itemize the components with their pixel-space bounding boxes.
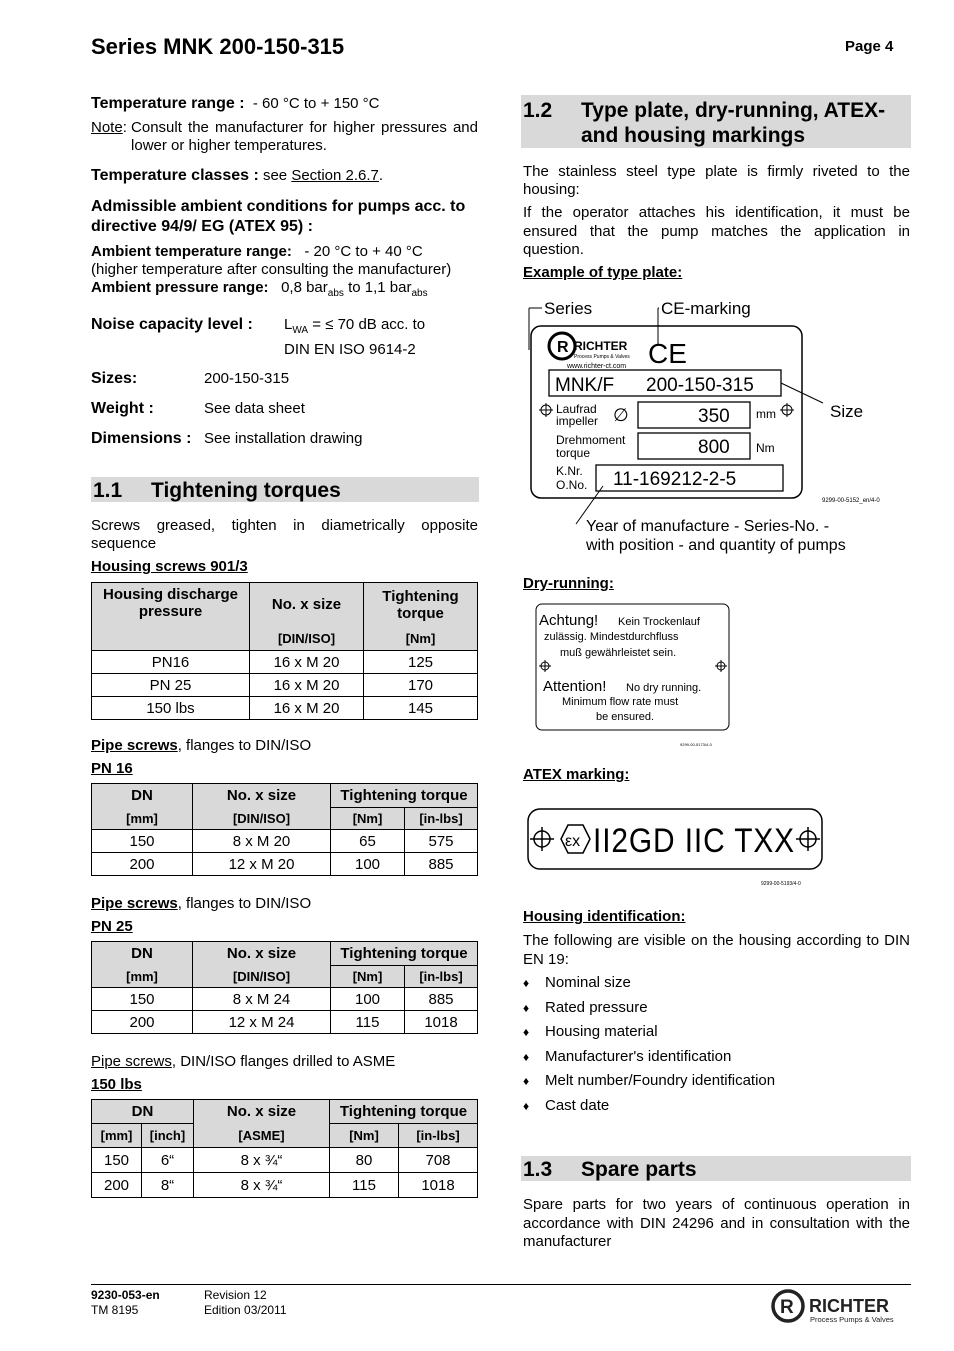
t3-sub-mm: [mm] (92, 966, 193, 988)
cell: 8 x M 24 (193, 988, 331, 1011)
svg-text:R: R (557, 339, 569, 356)
page-number: Page 4 (845, 38, 894, 55)
plate-ono: O.No. (556, 478, 588, 492)
cell: 150 lbs (92, 697, 250, 720)
footer-rule (91, 1284, 911, 1285)
cell: 8 x M 20 (193, 830, 331, 853)
t4-sub-asme: [ASME] (194, 1124, 330, 1148)
spare-parts-text: Spare parts for two years of continuous operation in accordance with DIN 24296 and in consultation with the manufacturer (523, 1196, 910, 1250)
note-text: Consult the manufacturer for higher pressures and lower or higher temperatures. (131, 119, 478, 154)
ambient-press-sub2: abs (411, 288, 428, 299)
plate-impeller-de: Laufrad (556, 402, 597, 416)
t2-sub-mm: [mm] (92, 808, 193, 830)
housing-identification-list (523, 974, 910, 1121)
housing-identification-heading: Housing identification: (523, 908, 686, 925)
dry-de-line1a: Achtung! (539, 612, 599, 629)
table-row (92, 674, 478, 697)
svg-text:εx: εx (565, 833, 581, 850)
footer-brand: RICHTER (809, 1296, 889, 1316)
plate-size-label: Size (830, 402, 864, 421)
list-item-text: Melt number/Foundry identification (545, 1072, 776, 1089)
plate-brand: RICHTER (574, 339, 628, 353)
t4-sub-inch: [inch] (142, 1124, 194, 1148)
plate-order-number: 11-169212-2-5 (613, 469, 737, 490)
sizes-value: 200-150-315 (204, 370, 290, 387)
section-1-2-title-line2: and housing markings (581, 124, 806, 147)
cell: 16 x M 20 (250, 651, 364, 674)
weight-label: Weight : (91, 400, 154, 417)
pipe-screws-2-text: , flanges to DIN/ISO (177, 895, 312, 912)
ambient-temp-value: - 20 °C to + 40 °C (304, 243, 423, 260)
cell: 115 (330, 1173, 399, 1198)
housing-screws-heading: Housing screws 901/3 (91, 558, 248, 575)
plate-figure-code: 9299-00-5152_en/4-0 (822, 498, 880, 504)
temp-classes-see: see (262, 167, 288, 184)
t3-header-dn: DN (92, 942, 193, 966)
plate-ce-mark: CE (648, 338, 687, 369)
list-item (523, 974, 910, 995)
cell: 170 (364, 674, 478, 697)
dry-en-line1a: Attention! (543, 678, 607, 695)
footer-richter-logo (770, 1288, 910, 1328)
ambient-press-label: Ambient pressure range: (91, 279, 269, 296)
t4-sub-nm: [Nm] (330, 1124, 399, 1148)
t4-header-dn: DN (92, 1100, 194, 1124)
atex-heading: ATEX marking: (523, 766, 630, 783)
diamond-bullet-icon: ♦ (523, 1000, 530, 1015)
cell: 200 (92, 853, 193, 876)
t4-header-size: No. x size (194, 1100, 330, 1124)
type-plate-para1: The stainless steel type plate is firmly riveted to the housing: (523, 163, 910, 198)
pn25-table (91, 941, 478, 1034)
cell: PN 25 (92, 674, 250, 697)
cell: 150 (92, 1148, 142, 1173)
plate-impeller-value: 350 (698, 406, 730, 427)
lbs-table (91, 1099, 478, 1198)
cell: 16 x M 20 (250, 697, 364, 720)
table-row (92, 1011, 478, 1034)
t1-header-torque: Tightening torque (364, 583, 478, 627)
t1-sub-torque: [Nm] (364, 627, 478, 651)
cell: 12 x M 20 (193, 853, 331, 876)
svg-text:R: R (780, 1297, 794, 1318)
cell: 100 (331, 853, 405, 876)
section-1-2-title-line1: Type plate, dry-running, ATEX- (581, 99, 886, 122)
cell: 1018 (399, 1173, 478, 1198)
list-item (523, 1048, 910, 1069)
table-row (92, 830, 478, 853)
t3-sub-inlbs: [in-lbs] (405, 966, 478, 988)
footer-revision: Revision 12 (204, 1288, 267, 1302)
list-item (523, 1097, 910, 1118)
section-1-1-title: Tightening torques (151, 479, 341, 502)
section-1-1-heading (91, 477, 479, 502)
cell: 12 x M 24 (193, 1011, 331, 1034)
pn16-table (91, 783, 478, 876)
t4-header-torque: Tightening torque (330, 1100, 478, 1124)
plate-impeller-en: impeller (556, 414, 599, 428)
diamond-bullet-icon: ♦ (523, 976, 530, 990)
temp-range-label: Temperature range : (91, 95, 245, 112)
type-plate-figure (515, 290, 915, 560)
list-item-text: Nominal size (545, 974, 631, 991)
plate-nm-unit: Nm (756, 441, 775, 455)
temp-range-value: - 60 °C to + 150 °C (252, 95, 380, 112)
cell: 6“ (142, 1148, 194, 1173)
svg-text:∅: ∅ (613, 405, 629, 425)
diamond-bullet-icon: ♦ (523, 1025, 530, 1039)
t1-header-pressure: Housing discharge pressure (92, 583, 250, 651)
section-1-3-heading (521, 1156, 911, 1181)
cell: 885 (405, 853, 478, 876)
cell: 100 (331, 988, 405, 1011)
footer-tm: TM 8195 (91, 1303, 139, 1317)
temp-classes-dot: . (378, 167, 384, 184)
plate-series-label: Series (544, 299, 593, 318)
cell: 1018 (405, 1011, 478, 1034)
atex-marking-figure (525, 805, 825, 890)
atex-figure-code: 9299-00-5193/4-0 (761, 881, 801, 887)
noise-sub: WA (292, 325, 309, 336)
cell: 145 (364, 697, 478, 720)
housing-screws-table (91, 582, 478, 720)
t1-header-size: No. x size (250, 583, 364, 627)
plate-ce-marking-label: CE-marking (661, 299, 751, 318)
diamond-bullet-icon: ♦ (523, 1074, 530, 1088)
t3-header-torque: Tightening torque (331, 942, 478, 966)
pn16-heading: PN 16 (91, 760, 133, 777)
t2-header-size: No. x size (193, 784, 331, 808)
cell: 885 (405, 988, 478, 1011)
pipe-screws-2-label: Pipe screws (91, 895, 178, 912)
cell: 150 (92, 830, 193, 853)
dry-en-line3: be ensured. (596, 711, 655, 723)
cell: 575 (405, 830, 478, 853)
ambient-temp-note: (higher temperature after consulting the manufacturer) (91, 261, 452, 278)
sizes-label: Sizes: (91, 370, 138, 387)
table-row (92, 988, 478, 1011)
cell: 708 (399, 1148, 478, 1173)
t2-header-dn: DN (92, 784, 193, 808)
ambient-press-a: 0,8 bar (281, 279, 328, 296)
page-title: Series MNK 200-150-315 (91, 34, 345, 59)
plate-torque-de: Drehmoment (556, 433, 626, 447)
torque-intro: Screws greased, tighten in diametrically opposite sequence (91, 517, 478, 552)
list-item-text: Rated pressure (545, 998, 648, 1016)
t4-sub-mm: [mm] (92, 1124, 142, 1148)
plate-year-line1: Year of manufacture - Series-No. - (586, 518, 830, 535)
list-item-text: Housing material (545, 1023, 658, 1040)
list-item-text: Manufacturer's identification (545, 1047, 732, 1065)
section-1-3-number: 1.3 (523, 1158, 553, 1181)
plate-model: MNK/F (555, 375, 615, 396)
dry-en-line2: Minimum flow rate must (562, 696, 679, 708)
pn25-heading: PN 25 (91, 918, 133, 935)
t2-sub-inlbs: [in-lbs] (405, 808, 478, 830)
ambient-press-mid: to 1,1 bar (348, 279, 412, 296)
cell: 16 x M 20 (250, 674, 364, 697)
cell: PN16 (92, 651, 250, 674)
ambient-press-sub1: abs (327, 288, 344, 299)
temp-classes-label: Temperature classes : (91, 167, 259, 184)
cell: 115 (331, 1011, 405, 1034)
cell: 150 (92, 988, 193, 1011)
temp-classes-link[interactable]: Section 2.6.7 (291, 167, 379, 184)
plate-kno: K.Nr. (556, 464, 583, 478)
cell: 125 (364, 651, 478, 674)
plate-model-size: 200-150-315 (646, 375, 754, 396)
section-1-1-number: 1.1 (93, 479, 123, 502)
diamond-bullet-icon: ♦ (523, 1098, 530, 1113)
specs-block: Temperature range : - 60 °C to + 150 °C Note : Consult the manufacturer for higher pressures and lower or higher temperatures. Temperature classes : see Section 2.6.7. Admissible ambient conditions for pumps acc. to directive 94/9/ EG (ATEX 95) : Ambient temperature range: - 20 °C to + 40 °C (higher temperature after consulting the manufacturer) Ambient pressure range: 0,8 bar$_{abs}$ to 1,1 bar$_{abs}$ Noise capacity level : $L_{WA}$ = ≤ 70 dB acc. to DIN EN ISO 9614-2 Sizes: 200-150-315 Weight : See data sheet Dimensions : See installation drawing (91, 95, 478, 447)
note-label: Note (91, 119, 123, 136)
housing-identification-text: The following are visible on the housing according to DIN EN 19: (523, 932, 910, 968)
pipe-screws-1-text: , flanges to DIN/ISO (177, 737, 312, 754)
cell: 8 x ¾“ (194, 1173, 330, 1198)
ambient-temp-label: Ambient temperature range: (91, 243, 292, 260)
plate-torque-value: 800 (698, 437, 730, 458)
plate-year-line2: with position - and quantity of pumps (586, 537, 846, 554)
section-1-2-heading (521, 95, 911, 148)
dry-figure-code: 9299-00-5173/4-0 (680, 742, 712, 747)
lbs-heading: 150 lbs (91, 1076, 142, 1093)
type-plate-para2: If the operator attaches his identification, it must be ensured that the pump matches the application in question. (523, 204, 910, 258)
list-item-text: Cast date (545, 1096, 610, 1114)
cell: 200 (92, 1173, 142, 1198)
table-row (92, 1148, 478, 1173)
diamond-bullet-icon: ♦ (523, 1049, 530, 1064)
table-row (92, 651, 478, 674)
t3-sub-nm: [Nm] (331, 966, 405, 988)
dry-en-line1b: No dry running. (626, 682, 702, 694)
cell: 200 (92, 1011, 193, 1034)
dry-de-line3: muß gewährleistet sein. (560, 647, 677, 659)
atex-marking-text: II2GD IIC TXX (593, 822, 795, 860)
table-row (92, 697, 478, 720)
t1-sub-size: [DIN/ISO] (250, 627, 364, 651)
cell: 80 (330, 1148, 399, 1173)
pipe-screws-3-label: Pipe screws (91, 1053, 172, 1070)
noise-label: Noise capacity level : (91, 316, 253, 333)
list-item (523, 999, 910, 1020)
dry-running-label-figure (530, 600, 740, 750)
t2-header-torque: Tightening torque (331, 784, 478, 808)
section-1-2-number: 1.2 (523, 99, 553, 122)
dimensions-value: See installation drawing (204, 430, 363, 447)
footer-doc-number: 9230-053-en (91, 1288, 160, 1302)
noise-value: = ≤ 70 dB acc. to (312, 316, 426, 333)
footer-brand-sub: Process Pumps & Valves (810, 1315, 894, 1324)
list-item (523, 1072, 910, 1093)
table-row (92, 1173, 478, 1198)
pipe-screws-3-text: , DIN/ISO flanges drilled to ASME (171, 1053, 396, 1070)
list-item (523, 1023, 910, 1044)
cell: 65 (331, 830, 405, 853)
dry-de-line1b: Kein Trockenlauf (618, 616, 700, 628)
type-plate-example-heading: Example of type plate: (523, 264, 683, 281)
t2-sub-nm: [Nm] (331, 808, 405, 830)
plate-mm-unit: mm (756, 407, 776, 421)
section-1-3-title: Spare parts (581, 1158, 697, 1181)
t3-sub-size: [DIN/ISO] (193, 966, 331, 988)
dimensions-label: Dimensions : (91, 430, 192, 447)
cell: 8 x ¾“ (194, 1148, 330, 1173)
plate-torque-en: torque (556, 446, 591, 460)
noise-value2: DIN EN ISO 9614-2 (284, 341, 416, 358)
noise-l: L (284, 316, 293, 333)
table-row (92, 853, 478, 876)
pipe-screws-1-label: Pipe screws (91, 737, 178, 754)
t4-sub-inlbs: [in-lbs] (399, 1124, 478, 1148)
t3-header-size: No. x size (193, 942, 331, 966)
weight-value: See data sheet (204, 400, 305, 417)
cell: 8“ (142, 1173, 194, 1198)
footer-edition: Edition 03/2011 (204, 1303, 287, 1317)
t2-sub-size: [DIN/ISO] (193, 808, 331, 830)
ambient-heading: Admissible ambient conditions for pumps acc. to directive 94/9/ EG (ATEX 95) : (91, 198, 466, 235)
dry-running-heading: Dry-running: (523, 575, 614, 592)
dry-de-line2: zulässig. Mindestdurchfluss (544, 631, 679, 643)
plate-web: www.richter-ct.com (567, 363, 627, 370)
plate-brand-sub: Process Pumps & Valves (574, 354, 630, 360)
